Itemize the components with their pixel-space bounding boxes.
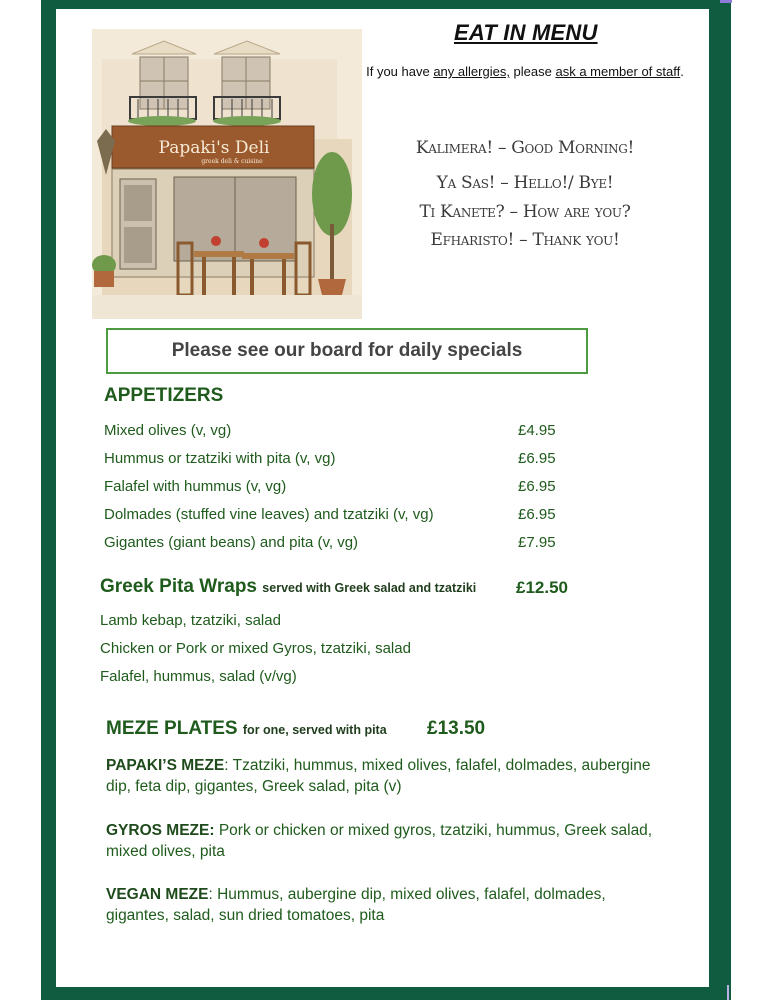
wraps-price: £12.50 <box>516 578 568 597</box>
shop-sign-text: Papaki's Deli <box>158 138 270 158</box>
menu-title: EAT IN MENU <box>454 20 598 45</box>
meze-item-desc: Pork or chicken or mixed gyros, tzatziki, hummus, Greek salad, mixed olives, pita <box>106 822 653 860</box>
meze-item <box>106 884 666 926</box>
greeting-line: Efharisto! – Thank you! <box>430 230 620 250</box>
meze-item <box>106 820 666 862</box>
wraps-subtitle: served with Greek salad and tzatziki <box>262 581 477 595</box>
meze-item-name: PAPAKI’S MEZE <box>106 757 225 774</box>
meze-item-name: GYROS MEZE: <box>106 822 215 839</box>
meze-item-name: VEGAN MEZE <box>106 886 209 903</box>
wrap-item: Lamb kebap, tzatziki, salad <box>100 612 281 629</box>
meze-item-desc: : Tzatziki, hummus, mixed olives, falafel, dolmades, aubergine dip, feta dip, gigantes, Greek salad, pita (v) <box>106 757 651 795</box>
deli-storefront-illustration <box>92 29 362 319</box>
appetizer-price: £6.95 <box>518 450 556 467</box>
allergy-suffix: . <box>680 64 684 79</box>
edge-tick <box>727 985 729 1000</box>
wrap-item: Chicken or Pork or mixed Gyros, tzatziki, salad <box>100 640 411 657</box>
greeting-line: Kalimera! – Good Morning! <box>415 138 635 158</box>
appetizer-name: Hummus or tzatziki with pita (v, vg) <box>104 450 336 467</box>
meze-heading <box>106 718 387 740</box>
allergy-link-allergies: any allergies, <box>433 64 510 79</box>
appetizer-name: Mixed olives (v, vg) <box>104 422 232 439</box>
appetizer-name: Falafel with hummus (v, vg) <box>104 478 287 495</box>
appetizer-price: £6.95 <box>518 478 556 495</box>
allergy-prefix: If you have <box>366 64 434 79</box>
meze-subtitle: for one, served with pita <box>242 723 387 737</box>
meze-title: MEZE PLATES <box>106 718 238 739</box>
meze-price: £13.50 <box>427 718 486 739</box>
appetizer-price: £4.95 <box>518 422 556 439</box>
wraps-heading <box>100 576 476 598</box>
greeting-line: Ti Kanete? – How are you? <box>419 202 631 222</box>
appetizers-heading: APPETIZERS <box>104 385 224 406</box>
meze-item <box>106 755 666 797</box>
wraps-title: Greek Pita Wraps <box>100 576 258 597</box>
appetizer-name: Gigantes (giant beans) and pita (v, vg) <box>104 534 359 551</box>
greeting-line: Ya Sas! – Hello!/ Bye! <box>436 173 614 193</box>
shop-sign-subtext: greek deli & cuisine <box>201 158 263 165</box>
appetizer-price: £7.95 <box>518 534 556 551</box>
meze-item-desc: : Hummus, aubergine dip, mixed olives, falafel, dolmades, gigantes, salad, sun dried tomatoes, pita <box>106 886 606 924</box>
allergy-notice <box>365 61 685 82</box>
allergy-link-staff: ask a member of staff <box>555 64 681 79</box>
appetizer-price: £6.95 <box>518 506 556 523</box>
wrap-item: Falafel, hummus, salad (v/vg) <box>100 668 297 685</box>
corner-mark <box>720 0 732 3</box>
allergy-mid: please <box>509 64 556 79</box>
daily-specials-notice: Please see our board for daily specials <box>106 328 588 374</box>
appetizer-name: Dolmades (stuffed vine leaves) and tzatziki (v, vg) <box>104 506 434 523</box>
